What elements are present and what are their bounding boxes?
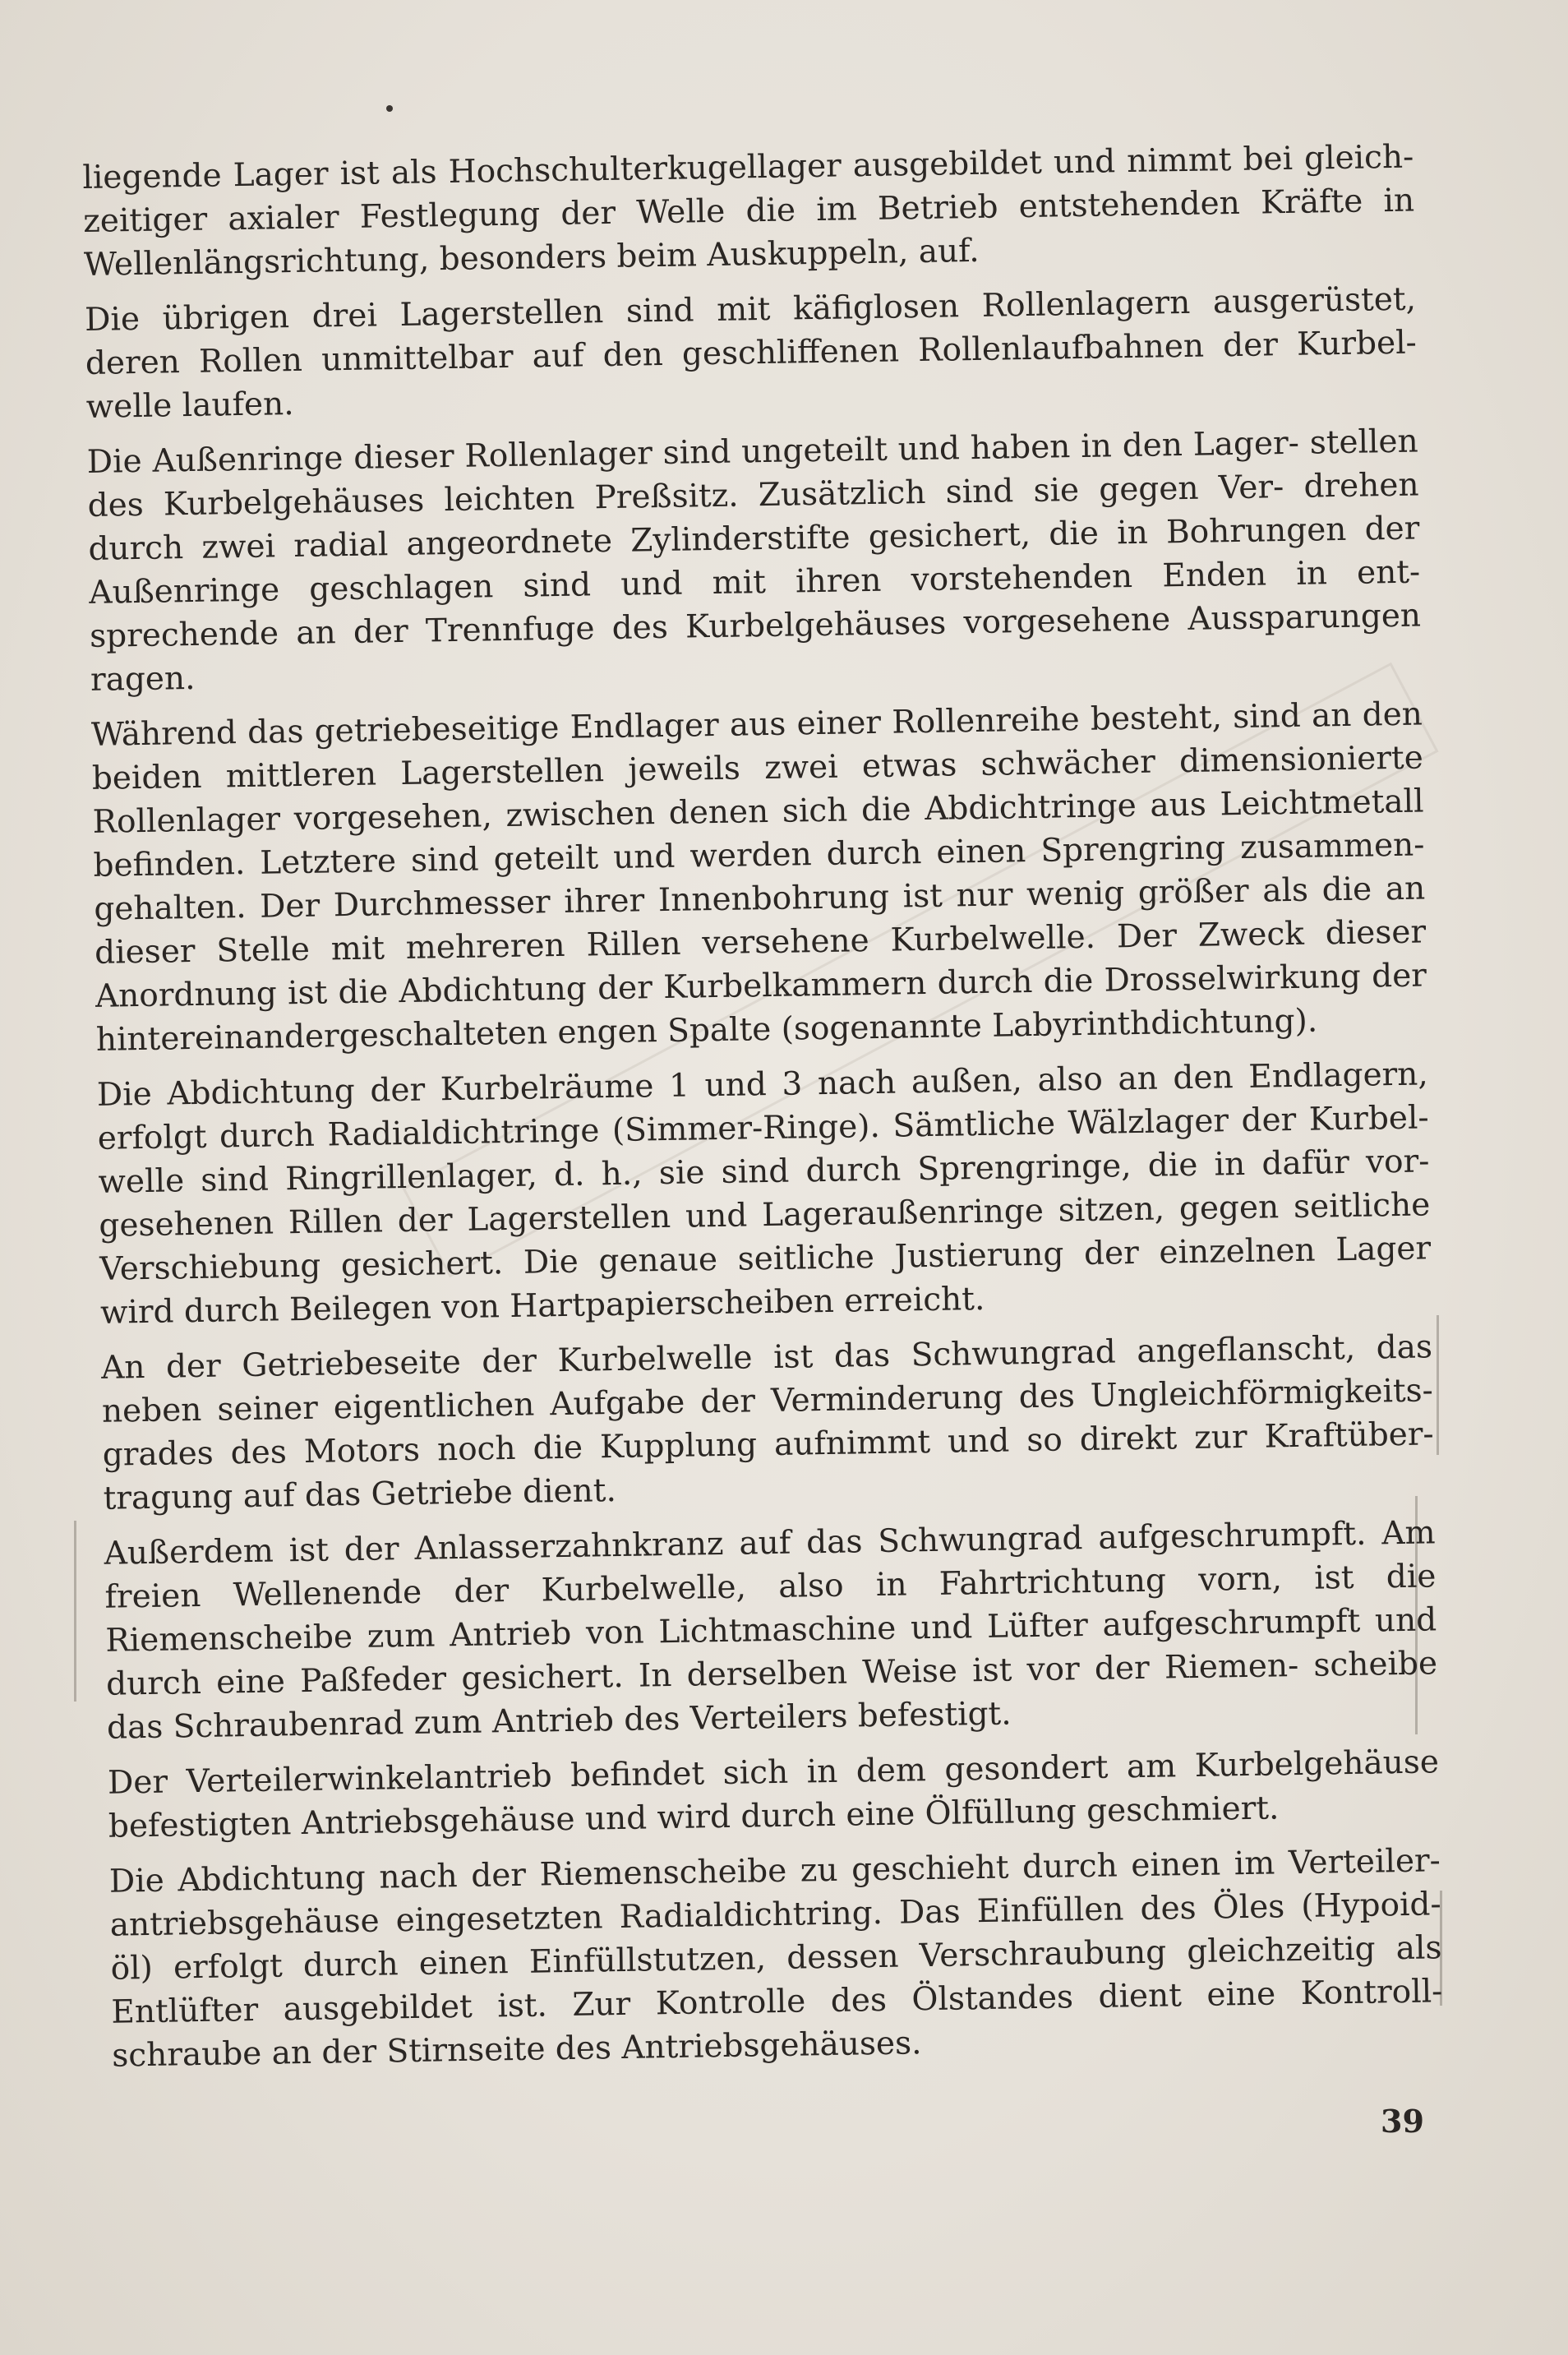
pencil-margin-mark-left <box>74 1521 76 1702</box>
page-number: 39 <box>1381 2103 1424 2140</box>
paragraph-2: Die übrigen drei Lagerstellen sind mit käfiglosen Rollenlagern ausgerüstet, deren Rollen unmittelbar auf den geschliffenen Rollenlaufbahnen der Kurbel- welle laufen. <box>84 280 1418 426</box>
paragraph-5: Die Abdichtung der Kurbelräume 1 und 3 nach außen, also an den Endlagern, erfolgt durch Radialdichtringe (Simmer-Ringe). Sämtliche Wälzlager der Kurbel- welle sind Ringrillenlager, d. h., sie sind durch Sprengringe, die in dafür vor- gesehenen Rillen der Lagerstellen und Lageraußenringe sitzen, gegen seitliche Verschiebung gesichert. Die genaue seitliche Justierung der einzelnen Lager wird durch Beilegen von Hartpapierscheiben erreicht. <box>96 1055 1432 1332</box>
paragraph-8: Der Verteilerwinkelantrieb befindet sich in dem gesondert am Kurbelgehäuse befestigten Antriebsgehäuse und wird durch eine Ölfüllung geschmiert. <box>107 1743 1440 1845</box>
paragraph-4: Während das getriebeseitige Endlager aus einer Rollenreihe besteht, sind an den beiden mittleren Lagerstellen jeweils zwei etwas schwächer dimensionierte Rollenlager vorgesehen, zwischen denen sich die Abdichtringe aus Leichtmetall befinden. Letztere sind geteilt und werden durch einen Sprengring zusammen- gehalten. Der Durchmesser ihrer Innenbohrung ist nur wenig größer als die an dieser Stelle mit mehreren Rillen versehene Kurbelwelle. Der Zweck dieser Anordnung ist die Abdichtung der Kurbelkammern durch die Drosselwirkung der hintereinandergeschalteten engen Spalte (sogenannte Labyrinthdichtung). <box>90 695 1427 1059</box>
paragraph-7: Außerdem ist der Anlasserzahnkranz auf das Schwungrad aufgeschrumpft. Am freien Wellenende der Kurbelwelle, also in Fahrtrichtung vorn, ist die Riemenscheibe zum Antrieb von Lichtmaschine und Lüfter aufgeschrumpft und durch eine Paßfeder gesichert. In derselben Weise ist vor der Riemen- scheibe das Schraubenrad zum Antrieb des Verteilers befestigt. <box>104 1514 1438 1747</box>
paragraph-9: Die Abdichtung nach der Riemenscheibe zu geschieht durch einen im Verteiler- antriebsgehäuse eingesetzten Radialdichtring. Das Einfüllen des Öles (Hypoid- öl) erfolgt durch einen Einfüllstutzen, dessen Verschraubung gleichzeitig als Entlüfter ausgebildet ist. Zur Kontrolle des Ölstandes dient eine Kontroll- schraube an der Stirnseite des Antriebsgehäuses. <box>108 1842 1443 2075</box>
body-text <box>82 136 1444 2089</box>
paragraph-6: An der Getriebeseite der Kurbelwelle ist das Schwungrad angeflanscht, das neben seiner eigentlichen Aufgabe der Verminderung des Ungleichförmigkeits- grades des Motors noch die Kupplung aufnimmt und so direkt zur Kraftüber- tragung auf das Getriebe dient. <box>100 1328 1434 1517</box>
pencil-margin-mark-right-1 <box>1437 1315 1439 1455</box>
paragraph-1: liegende Lager ist als Hochschulterkugellager ausgebildet und nimmt bei gleich- zeitiger axialer Festlegung der Welle die im Betrieb entstehenden Kräfte in Wellenlängsrichtung, besonders beim Auskuppeln, auf. <box>82 138 1415 284</box>
ink-speck <box>386 105 393 112</box>
paragraph-3: Die Außenringe dieser Rollenlager sind ungeteilt und haben in den Lager- stellen des Kurbelgehäuses leichten Preßsitz. Zusätzlich sind sie gegen Ver- drehen durch zwei radial angeordnete Zylinderstifte gesichert, die in Bohrungen der Außenringe geschlagen sind und mit ihren vorstehenden Enden in ent- sprechende an der Trennfuge des Kurbelgehäuses vorgesehene Aussparungen ragen. <box>86 423 1422 699</box>
